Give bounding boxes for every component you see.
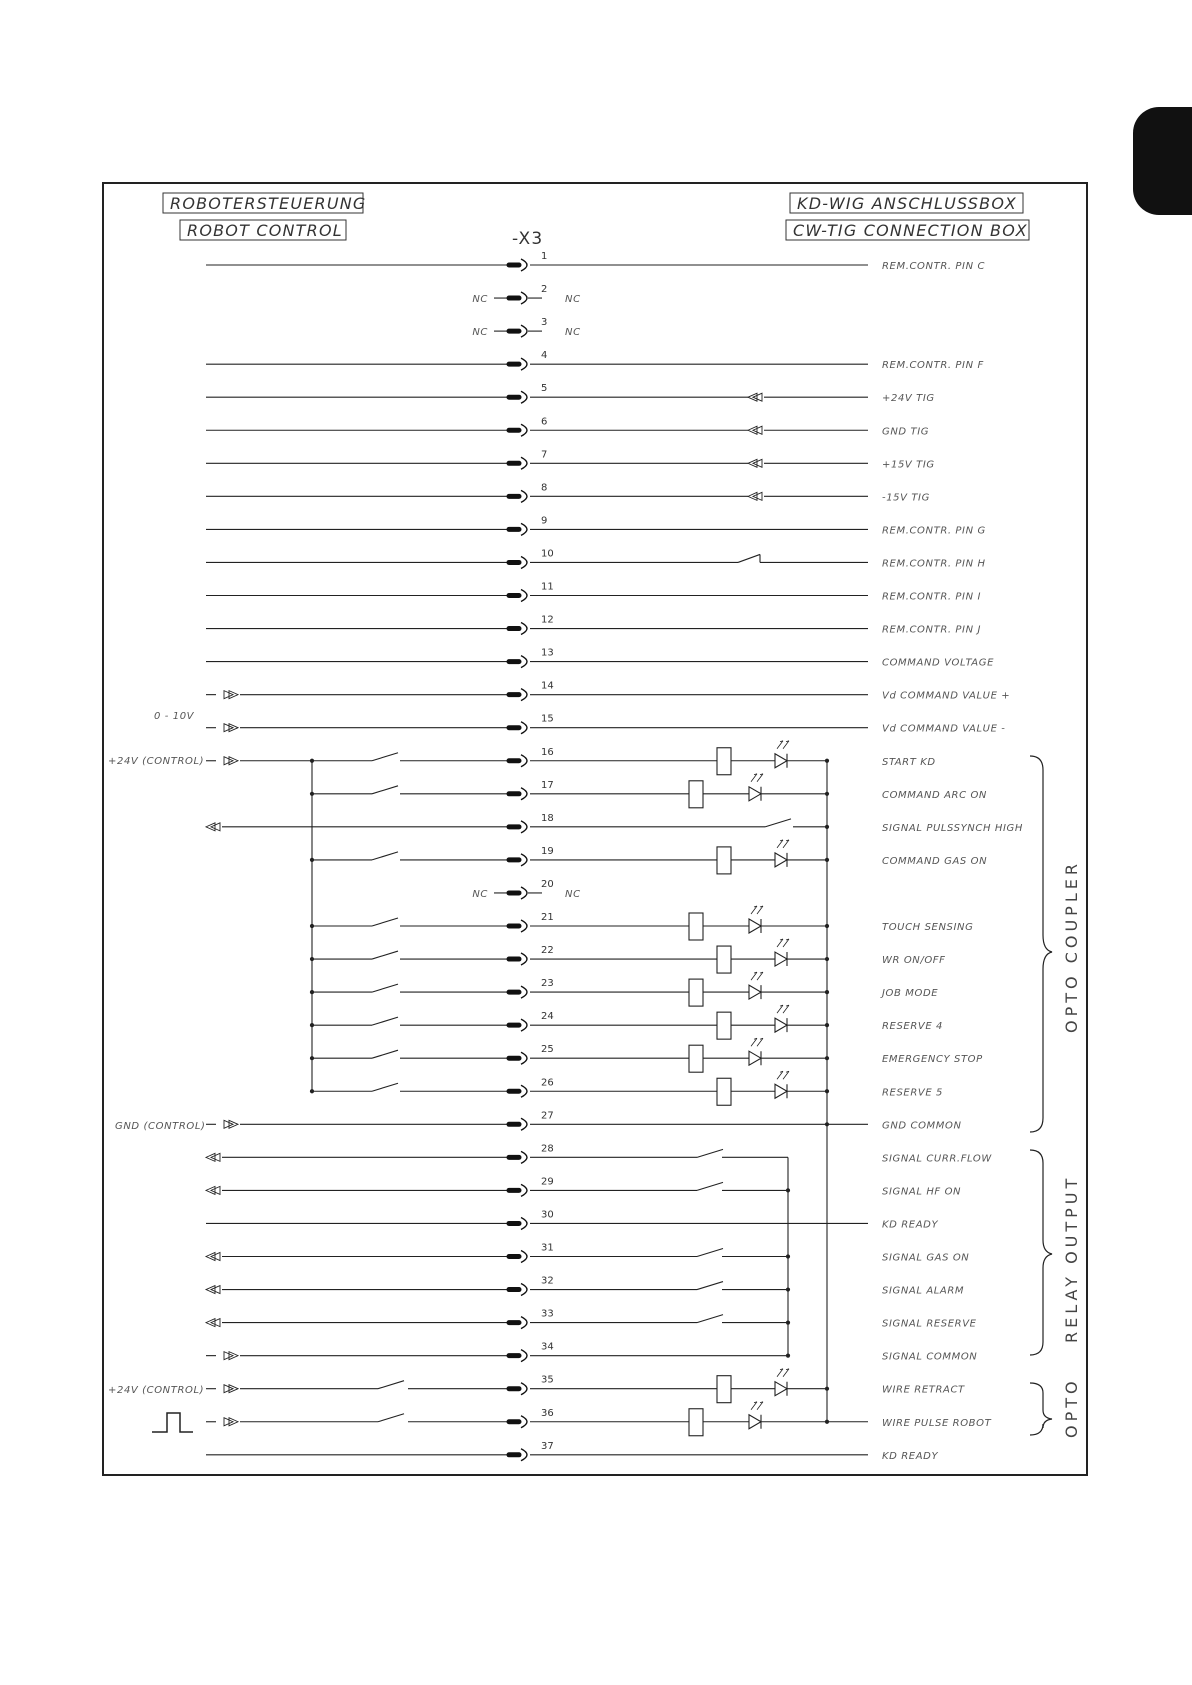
pin-number-5: 5 xyxy=(541,383,548,395)
pin-number-4: 4 xyxy=(541,350,548,362)
pin-number-21: 21 xyxy=(541,912,554,923)
pin-number-18: 18 xyxy=(541,812,554,824)
connector-socket-13 xyxy=(521,656,527,668)
signal-label-8: -15V TIG xyxy=(882,492,930,504)
arrow-in-33 xyxy=(206,1319,220,1327)
nc-right-20: NC xyxy=(565,888,581,900)
signal-label-16: START KD xyxy=(882,756,936,768)
pin-number-33: 33 xyxy=(541,1308,554,1320)
connector-socket-24 xyxy=(521,1019,527,1031)
arrow-out-35 xyxy=(224,1385,238,1393)
nc-right-3: NC xyxy=(565,327,581,339)
signal-label-17: COMMAND ARC ON xyxy=(882,789,988,801)
connector-socket-27 xyxy=(521,1118,527,1130)
led-21 xyxy=(749,919,761,933)
connector-socket-5 xyxy=(521,391,527,403)
connector-socket-11 xyxy=(521,590,527,602)
gnd-control-label: GND (CONTROL) xyxy=(115,1121,206,1132)
connector-socket-8 xyxy=(521,490,527,502)
connector-socket-31 xyxy=(521,1251,527,1263)
signal-label-24: RESERVE 4 xyxy=(882,1021,943,1033)
pin-number-34: 34 xyxy=(541,1341,554,1353)
switch-19 xyxy=(372,852,398,860)
arrow-in-18 xyxy=(206,823,220,831)
connector-socket-25 xyxy=(521,1052,527,1064)
connector-socket-34 xyxy=(521,1350,527,1362)
arrow-in-7 xyxy=(748,459,762,467)
arrow-out-34 xyxy=(224,1352,238,1360)
nc-left-3: NC xyxy=(472,327,488,339)
connector-socket-37 xyxy=(521,1449,527,1461)
signal-label-27: GND COMMON xyxy=(882,1120,962,1132)
pin-number-24: 24 xyxy=(541,1011,554,1023)
signal-label-26: RESERVE 5 xyxy=(882,1087,943,1099)
pin-number-16: 16 xyxy=(541,746,554,758)
pin-number-35: 35 xyxy=(541,1374,554,1386)
contact-10 xyxy=(738,554,760,562)
arrow-in-29 xyxy=(206,1186,220,1194)
pin-number-9: 9 xyxy=(541,515,548,527)
signal-label-12: REM.CONTR. PIN J xyxy=(882,624,982,636)
pin-number-37: 37 xyxy=(541,1440,554,1452)
led-arrows-22 xyxy=(777,939,789,947)
led-25 xyxy=(749,1051,761,1065)
signal-label-33: SIGNAL RESERVE xyxy=(882,1318,977,1330)
connector-socket-35 xyxy=(521,1383,527,1395)
connector-socket-30 xyxy=(521,1217,527,1229)
connector-socket-22 xyxy=(521,953,527,965)
led-36 xyxy=(749,1415,761,1429)
pin-number-8: 8 xyxy=(541,482,548,494)
led-arrows-35 xyxy=(777,1369,789,1377)
arrow-out-16 xyxy=(224,757,238,765)
relay-output-brace xyxy=(1030,1150,1052,1355)
connector-socket-19 xyxy=(521,854,527,866)
pin-number-14: 14 xyxy=(541,680,554,692)
nc-left-20: NC xyxy=(472,888,488,900)
signal-label-30: KD READY xyxy=(882,1219,939,1231)
arrow-in-6 xyxy=(748,426,762,434)
header-left-en: ROBOT CONTROL xyxy=(187,221,343,240)
signal-label-28: SIGNAL CURR.FLOW xyxy=(882,1153,992,1165)
switch-33 xyxy=(697,1315,723,1323)
signal-label-5: +24V TIG xyxy=(882,393,935,405)
pin-number-12: 12 xyxy=(541,614,554,626)
connector-label: -X3 xyxy=(512,229,544,249)
switch-21 xyxy=(372,918,398,926)
led-arrows-21 xyxy=(751,906,763,914)
led-26 xyxy=(775,1084,787,1098)
connector-socket-23 xyxy=(521,986,527,998)
pin-number-10: 10 xyxy=(541,548,554,560)
header-right-en: CW-TIG CONNECTION BOX xyxy=(793,221,1028,240)
relay-coil-21 xyxy=(689,913,703,940)
connector-socket-1 xyxy=(521,259,527,271)
signal-label-1: REM.CONTR. PIN C xyxy=(882,261,986,272)
switch-16 xyxy=(372,753,398,761)
led-16 xyxy=(775,754,787,768)
signal-label-32: SIGNAL ALARM xyxy=(882,1285,965,1297)
led-arrows-25 xyxy=(751,1038,763,1046)
signal-label-23: JOB MODE xyxy=(882,988,939,1000)
led-arrows-17 xyxy=(751,774,763,782)
connector-socket-12 xyxy=(521,623,527,635)
signal-label-36: WIRE PULSE ROBOT xyxy=(882,1417,992,1429)
signal-label-4: REM.CONTR. PIN F xyxy=(882,360,984,372)
supply-24v-label-top: +24V (CONTROL) xyxy=(108,756,205,767)
switch-32 xyxy=(697,1282,723,1290)
header-right-de: KD-WIG ANSCHLUSSBOX xyxy=(797,194,1017,213)
connector-socket-29 xyxy=(521,1184,527,1196)
signal-label-10: REM.CONTR. PIN H xyxy=(882,558,986,570)
connector-socket-28 xyxy=(521,1151,527,1163)
switch-31 xyxy=(697,1249,723,1257)
switch-17 xyxy=(372,786,398,794)
arrow-out-15 xyxy=(224,724,238,732)
pin-number-23: 23 xyxy=(541,978,554,990)
signal-label-18: SIGNAL PULSSYNCH HIGH xyxy=(882,822,1023,834)
arrow-out-27 xyxy=(224,1120,238,1128)
connector-socket-15 xyxy=(521,722,527,734)
signal-label-37: KD READY xyxy=(882,1450,939,1462)
arrow-in-32 xyxy=(206,1286,220,1294)
pin-number-17: 17 xyxy=(541,779,554,791)
led-24 xyxy=(775,1018,787,1032)
pin-number-29: 29 xyxy=(541,1176,554,1188)
signal-label-6: GND TIG xyxy=(882,426,930,438)
pin-number-30: 30 xyxy=(541,1209,554,1221)
arrow-in-8 xyxy=(748,492,762,500)
switch-22 xyxy=(372,951,398,959)
pin-number-7: 7 xyxy=(541,449,548,461)
pin-number-26: 26 xyxy=(541,1077,554,1089)
switch-36 xyxy=(378,1414,404,1422)
pin-number-28: 28 xyxy=(541,1143,554,1155)
opto-coupler-brace xyxy=(1030,756,1052,1132)
connector-socket-14 xyxy=(521,689,527,701)
led-35 xyxy=(775,1382,787,1396)
led-17 xyxy=(749,787,761,801)
pin-number-6: 6 xyxy=(541,416,548,428)
pin-number-32: 32 xyxy=(541,1275,554,1287)
connector-socket-16 xyxy=(521,755,527,767)
connector-socket-17 xyxy=(521,788,527,800)
pin-number-2: 2 xyxy=(541,284,548,296)
switch-26 xyxy=(372,1083,398,1091)
signal-label-9: REM.CONTR. PIN G xyxy=(882,525,986,537)
led-arrows-36 xyxy=(751,1402,763,1410)
switch-18 xyxy=(765,819,791,827)
connector-socket-20 xyxy=(521,887,527,899)
signal-label-15: Vd COMMAND VALUE - xyxy=(882,723,1006,735)
connector-socket-2 xyxy=(521,292,527,304)
voltage-range-label: 0 - 10V xyxy=(154,711,195,722)
pin-number-1: 1 xyxy=(541,251,548,262)
connector-socket-9 xyxy=(521,523,527,535)
pin-number-11: 11 xyxy=(541,581,554,593)
led-19 xyxy=(775,853,787,867)
signal-label-34: SIGNAL COMMON xyxy=(882,1351,978,1363)
connector-socket-33 xyxy=(521,1317,527,1329)
connector-socket-4 xyxy=(521,358,527,370)
signal-label-11: REM.CONTR. PIN I xyxy=(882,591,982,603)
signal-label-25: EMERGENCY STOP xyxy=(882,1054,983,1066)
supply-24v-label-bottom: +24V (CONTROL) xyxy=(108,1385,205,1396)
header-left-de: ROBOTERSTEUERUNG xyxy=(170,194,367,213)
relay-output-label: RELAY OUTPUT xyxy=(1062,1174,1081,1343)
led-arrows-19 xyxy=(777,840,789,848)
switch-25 xyxy=(372,1050,398,1058)
opto-brace xyxy=(1030,1383,1052,1435)
led-arrows-23 xyxy=(751,972,763,980)
relay-coil-36 xyxy=(689,1409,703,1436)
pin-number-25: 25 xyxy=(541,1044,554,1056)
relay-coil-25 xyxy=(689,1045,703,1072)
connector-socket-3 xyxy=(521,325,527,337)
led-22 xyxy=(775,952,787,966)
arrow-out-14 xyxy=(224,691,238,699)
pulse-symbol xyxy=(152,1413,193,1432)
relay-coil-16 xyxy=(717,748,731,775)
switch-28 xyxy=(697,1149,723,1157)
signal-label-7: +15V TIG xyxy=(882,459,935,471)
signal-label-14: Vd COMMAND VALUE + xyxy=(882,690,1011,702)
pin-number-20: 20 xyxy=(541,878,554,890)
connector-socket-26 xyxy=(521,1085,527,1097)
switch-35 xyxy=(378,1381,404,1389)
connector-socket-18 xyxy=(521,821,527,833)
nc-right-2: NC xyxy=(565,294,581,306)
relay-coil-17 xyxy=(689,781,703,808)
relay-coil-24 xyxy=(717,1012,731,1039)
arrow-in-5 xyxy=(748,393,762,401)
led-arrows-16 xyxy=(777,741,789,749)
signal-label-21: TOUCH SENSING xyxy=(882,922,974,933)
signal-label-13: COMMAND VOLTAGE xyxy=(882,657,995,669)
connector-socket-21 xyxy=(521,920,527,932)
pin-number-27: 27 xyxy=(541,1110,554,1122)
switch-23 xyxy=(372,984,398,992)
relay-coil-19 xyxy=(717,847,731,874)
signal-label-29: SIGNAL HF ON xyxy=(882,1186,962,1198)
nc-left-2: NC xyxy=(472,294,488,306)
connector-socket-7 xyxy=(521,457,527,469)
led-arrows-24 xyxy=(777,1005,789,1013)
relay-coil-23 xyxy=(689,979,703,1006)
relay-coil-22 xyxy=(717,946,731,973)
relay-coil-35 xyxy=(717,1376,731,1403)
arrow-in-31 xyxy=(206,1253,220,1261)
signal-label-35: WIRE RETRACT xyxy=(882,1384,965,1396)
pin-number-13: 13 xyxy=(541,647,554,659)
opto-coupler-label: OPTO COUPLER xyxy=(1062,860,1081,1033)
relay-coil-26 xyxy=(717,1078,731,1105)
pin-number-22: 22 xyxy=(541,945,554,957)
pin-number-19: 19 xyxy=(541,845,554,857)
pin-number-36: 36 xyxy=(541,1407,554,1419)
signal-label-19: COMMAND GAS ON xyxy=(882,855,988,867)
signal-label-22: WR ON/OFF xyxy=(882,955,946,967)
switch-29 xyxy=(697,1182,723,1190)
switch-24 xyxy=(372,1017,398,1025)
pin-number-31: 31 xyxy=(541,1242,554,1254)
connector-socket-36 xyxy=(521,1416,527,1428)
signal-label-31: SIGNAL GAS ON xyxy=(882,1252,970,1264)
led-23 xyxy=(749,985,761,999)
pin-number-15: 15 xyxy=(541,713,554,725)
connector-socket-6 xyxy=(521,424,527,436)
connector-socket-10 xyxy=(521,556,527,568)
arrow-in-28 xyxy=(206,1153,220,1161)
connector-socket-32 xyxy=(521,1284,527,1296)
arrow-out-36 xyxy=(224,1418,238,1426)
led-arrows-26 xyxy=(777,1071,789,1079)
opto-label: OPTO xyxy=(1062,1377,1081,1438)
pin-number-3: 3 xyxy=(541,317,548,329)
